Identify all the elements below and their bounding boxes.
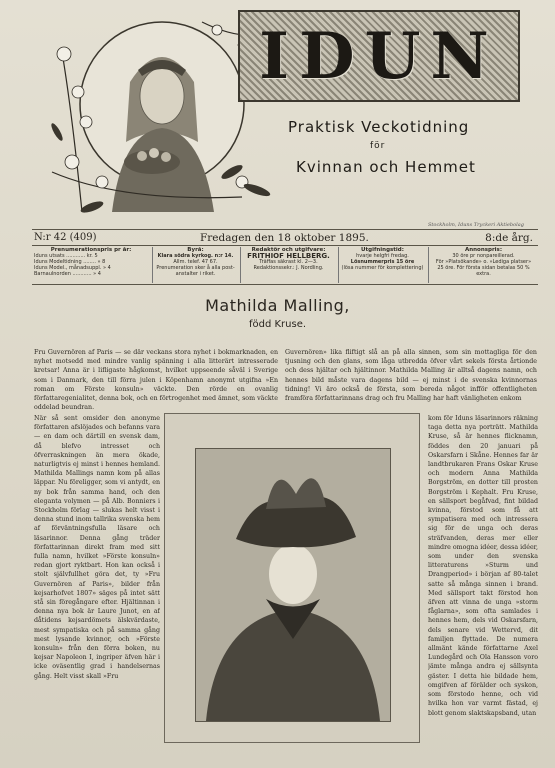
ads-heading: Annonspris:: [464, 247, 503, 253]
article-text-right: kom för Iduns läsarinnors räkning taga detta nya porträtt. Mathilda Kruse, så är hennes flicknamn, föddes den 20 januari på Oskarsfarn i Skåne. Hennes far är landtbrukaren Frans Oskar Kruse och modern Anna Mathilda Borgström, en dotter till prosten Borgström i Kephalt. Fru Kruse, en sällsport begåfvad, fint bildad kvinna, förstod som få att sympatisera med och intressera sig för de unga och deras sträfvanden, deras mer eller mindre omogna idéer, dessa idéer, som under den svenska litteraturens »Sturm und Drangperiod» i början af 80-talet satte så många sinnen i brand. Med sällsport takt förstod hon äfven att vinna de unga »storm fåglarna», som ofta samlades i hennes hem, dels vid Oskarsfarn, dels senare vid Wettervd, dit familjen flyttade. De numera allmänt kände författarne Axel Lundegård och Ola Hansson voro jämte många andra ej sällsynta gäster. I detta hie bildade hem, omgifven af förälder och syskon, som förstodo henne, och vid hvilka hon var varmt fästad, ej blott genom slaktskapsband, utan: [428, 415, 538, 717]
ads-line: För »Platsökande» o. »Lediga platser»: [435, 259, 532, 265]
release-line: Lösnummerpris 15 öre: [350, 259, 415, 265]
masthead-title-box: [238, 10, 520, 102]
portrait-photo: [195, 448, 391, 722]
ads-line: 25 öre. För första sidan betalas 50 %: [437, 265, 530, 271]
office-info: [152, 247, 238, 283]
ad-prices: [428, 247, 538, 283]
masthead-subtitle-for: för: [370, 141, 386, 151]
masthead-subtitle-1: Praktisk Veckotidning: [288, 118, 470, 136]
release-line: hvarje helgfri fredag.: [356, 253, 409, 259]
portrait-figure: [196, 449, 390, 721]
ads-line: extra.: [476, 271, 491, 277]
article-title: Mathilda Malling,: [205, 296, 350, 315]
office-heading: Byrå:: [187, 247, 204, 253]
editor-info: [240, 247, 336, 283]
article-text-intro: Fru Guvernören af Paris — se där veckans stora nyhet i bokmarknaden, en nyhet motsedd med mindre vanlig spänning i alla litterärt intresserade kretsar! Anna är i lifligaste hågkomst, hvilket uppseende såväl i Sverige som i Danmark, den till förra julen i Köpenhamn anonymt utgifna »En roman om Förste konsuln» väckte. Den rörde en ovanlig författaregenialitet, denna bok, och en förtrogenhet med ämnet, som väckte oddelad beundran.: [34, 349, 278, 412]
fruit: [149, 148, 159, 158]
woman-face: [140, 68, 184, 124]
issue-date: Fredagen den 18 oktober 1895.: [200, 232, 369, 244]
fruit: [161, 152, 171, 162]
issue-number: N:r 42 (409): [34, 232, 97, 243]
article-text-right-intro: Guvernören» lika fliftigt slå an på alla sinnen, som sin mottagliga för den tjusning och den glans, som låga utbredda öfver vårt sekels första årtionde och dess hjältar och hjältinnor. Mathilda Malling är alltså dagens namn, och hennes bild måste vara dagens bild — ej minst i de svenska kvinnornas tidning! Vi äro också de första, som bereda något infför offentligheten framföra författarinnans drag och fru Malling har haft vänligheten enkom: [285, 349, 537, 403]
price-row: Iduns Modeltidning ........ » 8: [34, 259, 106, 265]
article-subtitle: född Kruse.: [248, 319, 307, 330]
release-heading: Utgifningstid:: [361, 247, 404, 253]
volume-year: 8:de årg.: [485, 232, 533, 244]
price-row: Iduns utsats ............ kr. 5: [34, 253, 98, 259]
portrait-face: [269, 544, 317, 604]
masthead-subtitle-2: Kvinnan och Hemmet: [296, 158, 476, 176]
portrait-frame: [164, 413, 420, 743]
price-row: Iduns Model., månadsuppl. » 4: [34, 265, 111, 271]
subscription-prices: [32, 247, 150, 283]
divider-rule: [32, 229, 538, 230]
fruit: [137, 151, 147, 161]
office-line: Allm. telef. 47 67.: [173, 259, 218, 265]
price-row: Barnaulnorden ............ » 4: [34, 271, 101, 277]
editor-line: Redaktionssekr.: J. Nordling.: [253, 265, 324, 271]
office-line: anstalter i riket.: [175, 271, 216, 277]
editor-heading: Redaktör och utgifvare:: [251, 247, 326, 253]
ads-line: 30 öre pr nonpareillerad.: [452, 253, 515, 259]
printer-credit: Stockholm, Iduns Tryckeri Aktiebolag: [428, 222, 524, 228]
office-line: Klara södra kyrkog. n:r 14.: [157, 253, 234, 259]
editor-line: Träffas säkrast kl. 2—3.: [259, 259, 318, 265]
subscription-heading: Prenumerationspris pr år:: [50, 247, 132, 253]
release-info: [338, 247, 426, 283]
masthead-title: IDUN: [259, 18, 499, 94]
divider-rule: [32, 245, 538, 246]
divider-rule: [32, 284, 538, 285]
release-line: (lösa nummer för komplettering): [341, 265, 424, 271]
office-line: Prenumeration sker å alla post-: [156, 265, 235, 271]
article-text-left: När så sent omsider den anonyme författaren afslöjades och befanns vara — en dam och därtill en svensk dam, då blefvo intresset och öfverraskningen än mera ökade, naturligtvis ej minst i hennes hemland. Mathilda Mallings namn kom på allas läppar. Nu föreligger, som vi antydt, en ny bok från samma hand, och den eleganta volymen — på Alb. Bonniers i Stockholm förlag — slukas helt visst i denna stund inom tallrika svenska hem af förväntningsfulla läsare och läsarinnor. Denna gång träder författarinnan direkt fram med sitt fulla namn, hvilket »Förste konsuln» redan gjort ryktbart. Hon kan också i stolt självfullhet göra det, ty »Fru Guvernören af Paris», bilder från kejsarhofvet 1807» säges på intet sätt stå sin föregångare efter. Hjältinnan i denna nya bok är Laure Junot, en af dåtidens kejsardömets älskvärdaste, mest sympatiska och på samma gång mest lysande kvinnor, och »Förste konsuln» från den förra boken, nu kejsar Napoleon I, ingriper äfven här i icke oväsentlig grad i handelsernas gång. Helt visst skall »Fru: [34, 415, 160, 680]
editor-name: FRITHIOF HELLBERG.: [247, 252, 330, 260]
